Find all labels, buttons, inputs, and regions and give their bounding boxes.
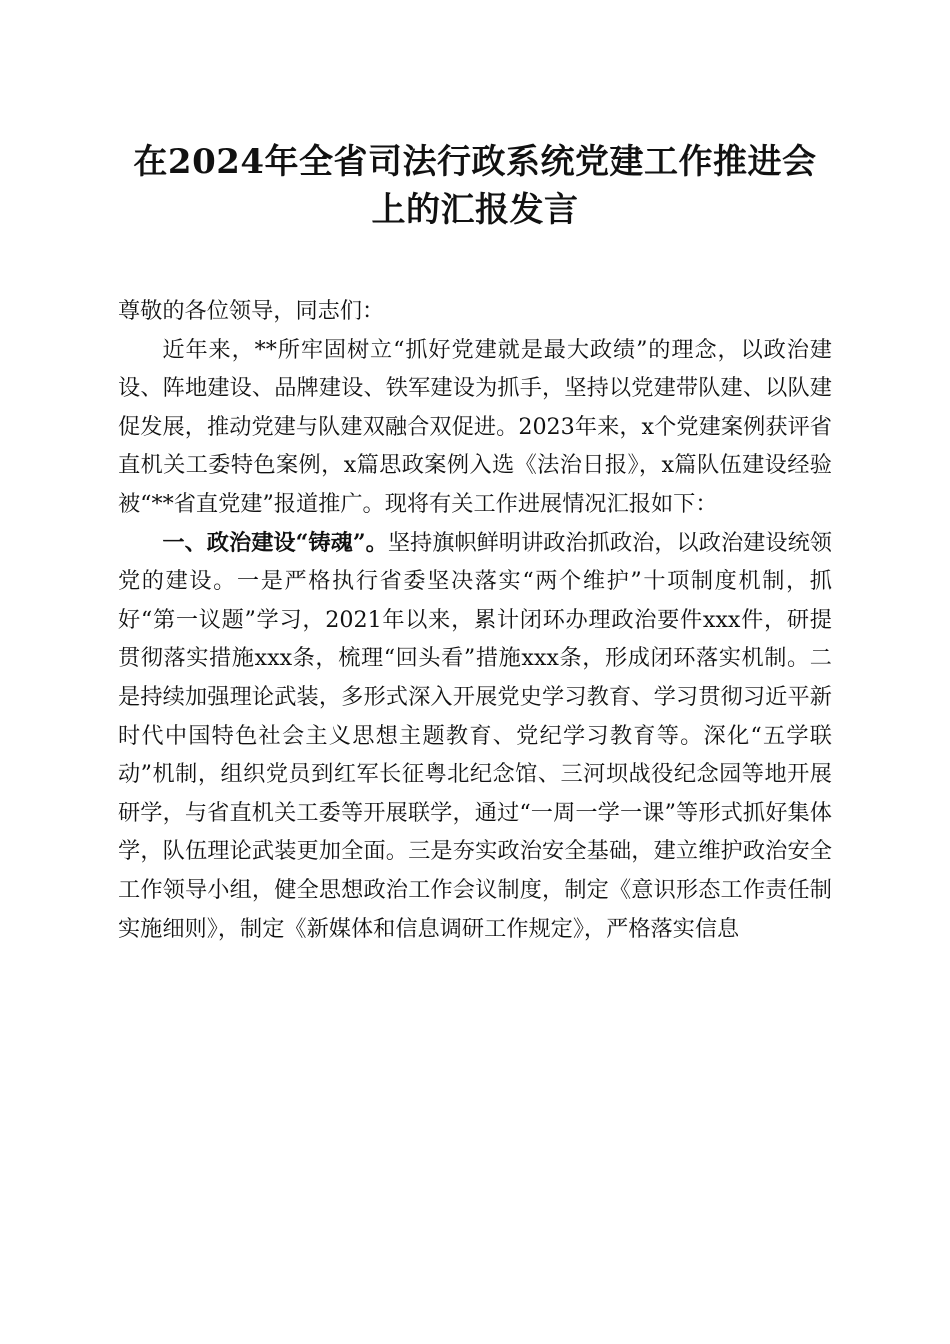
section-1-paragraph (118, 524, 832, 949)
title-line-2: 上的汇报发言 (371, 190, 579, 230)
document-title (118, 138, 832, 234)
salutation: 尊敬的各位领导，同志们： (118, 298, 385, 324)
section-1-heading: 一、政治建设“铸魂”。 (162, 529, 388, 556)
intro-paragraph: 近年来，**所牢固树立“抓好党建就是最大政绩”的理念，以政治建设、阵地建设、品牌建设、铁军建设为抓手，坚持以党建带队建、以队建促发展，推动党建与队建双融合双促进。2023年来，x个党建案例获评省直机关工委特色案例，x篇思政案例入选《法治日报》，x篇队伍建设经验被“**省直党建”报道推广。现将有关工作进展情况汇报如下： (118, 336, 832, 517)
document-body (118, 292, 832, 948)
title-line-1: 在2024年全省司法行政系统党建工作推进会 (133, 142, 817, 182)
section-1-text: 坚持旗帜鲜明讲政治抓政治，以政治建设统领党的建设。一是严格执行省委坚决落实“两个维护”十项制度机制，抓好“第一议题”学习，2021年以来，累计闭环办理政治要件xxx件，研提贯彻落实措施xxx条，梳理“回头看”措施xxx条，形成闭环落实机制。二是持续加强理论武装，多形式深入开展党史学习教育、学习贯彻习近平新时代中国特色社会主义思想主题教育、党纪学习教育等。深化“五学联动”机制，组织党员到红军长征粤北纪念馆、三河坝战役纪念园等地开展研学，与省直机关工委等开展联学，通过“一周一学一课”等形式抓好集体学，队伍理论武装更加全面。三是夯实政治安全基础，建立维护政治安全工作领导小组，健全思想政治工作会议制度，制定《意识形态工作责任制实施细则》，制定《新媒体和信息调研工作规定》，严格落实信息 (118, 529, 832, 942)
